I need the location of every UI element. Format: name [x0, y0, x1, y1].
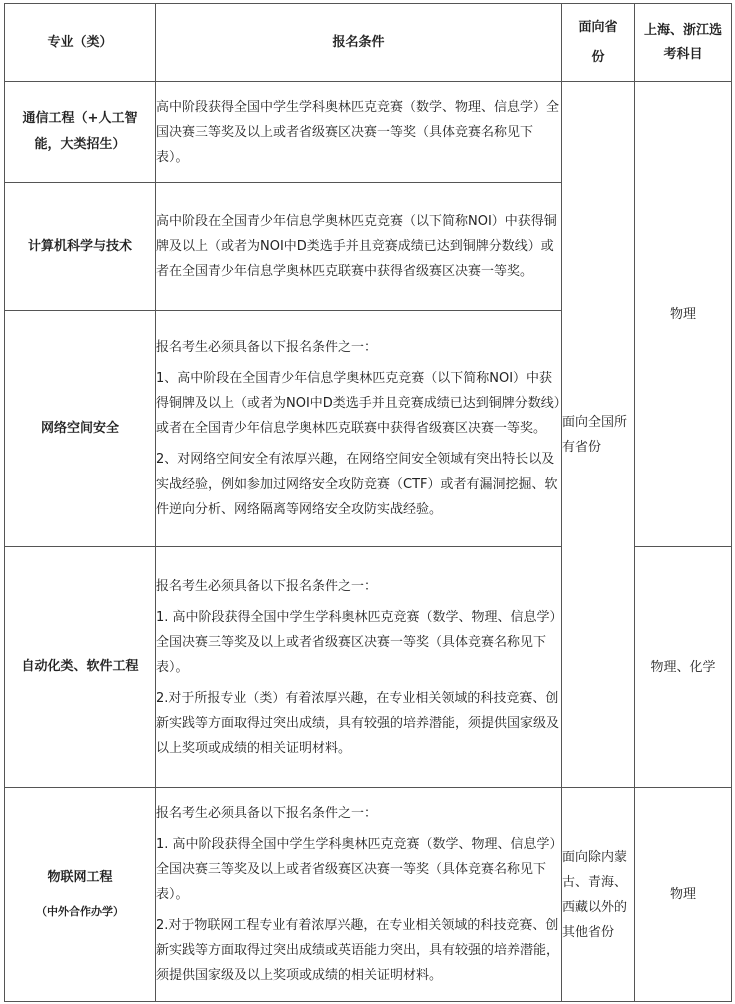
condition-text: 高中阶段在全国青少年信息学奥林匹克竞赛（以下简称NOI）中获得铜牌及以上（或者为NOI中D类选手并且竞赛成绩已达到铜牌分数线）或者在全国青少年信息学奥林匹克联赛中获得省级赛区决赛一等奖。	[156, 214, 557, 279]
conditions-cell	[156, 82, 562, 183]
major-cell	[5, 183, 156, 311]
condition-text: 1. 高中阶段获得全国中学生学科奥林匹克竞赛（数学、物理、信息学）全国决赛三等奖及以上或者省级赛区决赛一等奖（具体竞赛名称见下表）。	[156, 837, 557, 902]
subjects-text: 物理	[669, 306, 696, 322]
major-cell	[5, 82, 156, 183]
subjects-cell	[635, 788, 732, 1002]
subjects-text: 物理	[669, 887, 696, 902]
province-text: 面向全国所有省份	[562, 414, 628, 455]
major-cell	[5, 788, 156, 1002]
province-cell	[562, 788, 635, 1002]
conditions-cell	[156, 183, 562, 311]
table-row	[5, 788, 732, 1002]
header-major: 专业（类）	[5, 4, 156, 82]
header-province: 面向省份	[562, 4, 635, 82]
admission-requirements-table	[4, 3, 732, 1002]
major-label: 物联网工程	[47, 869, 113, 885]
condition-text: 报名考生必须具备以下报名条件之一：	[156, 578, 378, 594]
major-cell	[5, 311, 156, 547]
major-cell	[5, 547, 156, 788]
condition-text: 2、对网络空间安全有浓厚兴趣，在网络空间安全领域有突出特长以及实战经验，例如参加过网络安全攻防竞赛（CTF）或者有漏洞挖掘、软件逆向分析、网络隔离等网络安全攻防实战经验。	[156, 452, 558, 517]
condition-text: 报名考生必须具备以下报名条件之一：	[156, 806, 378, 821]
major-label: 自动化类、软件工程	[21, 659, 139, 674]
subjects-text: 物理、化学	[650, 659, 716, 675]
major-label: 计算机科学与技术	[27, 238, 132, 254]
condition-text: 高中阶段获得全国中学生学科奥林匹克竞赛（数学、物理、信息学）全国决赛三等奖及以上或者省级赛区决赛一等奖（具体竞赛名称见下表）。	[156, 99, 560, 165]
subjects-cell	[635, 547, 732, 788]
table-row	[5, 82, 732, 183]
conditions-cell	[156, 311, 562, 547]
header-row	[5, 4, 732, 82]
header-subjects: 上海、浙江选考科目	[635, 4, 732, 82]
condition-text: 2.对于所报专业（类）有着浓厚兴趣，在专业相关领域的科技竞赛、创新实践等方面取得过突出成绩，具有较强的培养潜能，须提供国家级及以上奖项或成绩的相关证明材料。	[156, 690, 560, 756]
subjects-cell	[635, 82, 732, 547]
header-conditions: 报名条件	[156, 4, 562, 82]
major-label: 网络空间安全	[40, 420, 119, 436]
condition-text: 2.对于物联网工程专业有着浓厚兴趣，在专业相关领域的科技竞赛、创新实践等方面取得过突出成绩或英语能力突出，具有较强的培养潜能，须提供国家级及以上奖项或成绩的相关证明材料。	[156, 918, 560, 983]
province-cell	[562, 82, 635, 788]
province-text: 面向除内蒙古、青海、西藏以外的其他省份	[562, 849, 628, 940]
conditions-cell	[156, 547, 562, 788]
condition-text: 1、高中阶段在全国青少年信息学奥林匹克竞赛（以下简称NOI）中获得铜牌及以上（或者为NOI中D类选手并且竞赛成绩已达到铜牌分数线）或者在全国青少年信息学奥林匹克联赛中获得省级赛区决赛一等奖。	[156, 371, 561, 436]
condition-text: 1. 高中阶段获得全国中学生学科奥林匹克竞赛（数学、物理、信息学）全国决赛三等奖及以上或者省级赛区决赛一等奖（具体竞赛名称见下表）。	[156, 609, 557, 675]
major-note: （中外合作办学）	[36, 904, 124, 918]
conditions-cell	[156, 788, 562, 1002]
condition-text: 报名考生必须具备以下报名条件之一：	[156, 340, 378, 355]
major-label: 通信工程（+人工智能，大类招生）	[22, 111, 138, 152]
